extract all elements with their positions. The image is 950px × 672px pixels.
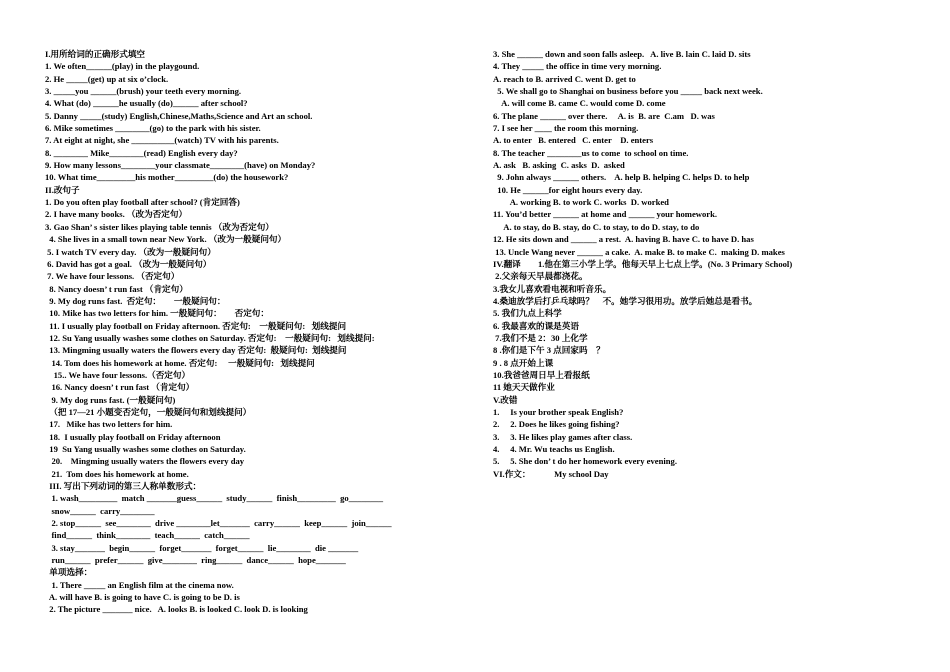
text-line: 7.我们不是 2：30 上化学: [493, 332, 588, 343]
text-line: 14. Tom does his homework at home. 否定句: 一般疑问句: 划线提问: [45, 357, 315, 368]
text-line: A. to enter B. entered C. enter D. enters: [493, 135, 654, 146]
text-line: 10. Mike has two letters for him. 一般疑问句： 否定句：: [45, 308, 269, 319]
text-line: 6. The plane ______ over there. A. is B. are C.am D. was: [493, 110, 715, 121]
text-line: 9. How many lessons________your classmate________(have) on Monday?: [45, 160, 316, 171]
text-line: 1. There _____ an English film at the cinema now.: [45, 579, 234, 590]
text-line: 3. _____you ______(brush) your teeth every morning.: [45, 86, 242, 97]
text-line: A. will have B. is going to have C. is going to be D. is: [45, 592, 240, 603]
text-line: 9. My dog runs fast. (一般疑问句): [45, 394, 176, 405]
text-line: 10.我爸爸周日早上看报纸: [493, 369, 590, 380]
text-line: 2. He _____(get) up at six o’clock.: [45, 73, 169, 84]
text-line: （把 17—21 小题变否定句，一般疑问句和划线提问）: [45, 406, 252, 417]
text-line: 5. Danny _____(study) English,Chinese,Maths,Science and Art an school.: [45, 110, 313, 121]
text-line: 单项选择：: [45, 567, 93, 578]
left-column: [45, 48, 475, 616]
text-line: run______ prefer______ give________ ring______ dance______ hope_______: [45, 555, 346, 566]
text-line: 5. 我们九点上科学: [493, 308, 562, 319]
text-line: A. ask B. asking C. asks D. asked: [493, 160, 625, 171]
text-line: 3. Gao Shan’ s sister likes playing table tennis （改为否定句）: [45, 221, 274, 232]
text-line: find______ think________ teach______ catch______: [45, 530, 250, 541]
text-line: 7. I see her ____ the room this morning.: [493, 123, 639, 134]
text-line: 2. 2. Does he likes going fishing?: [493, 419, 620, 430]
text-line: 8. The teacher ________us to come to school on time.: [493, 147, 689, 158]
text-line: 11 她天天做作业: [493, 382, 555, 393]
text-line: 4. They _____ the office in time very morning.: [493, 61, 662, 72]
text-line: 10. He ______for eight hours every day.: [493, 184, 643, 195]
text-line: A. to stay, do B. stay, do C. to stay, to do D. stay, to do: [493, 221, 700, 232]
text-line: 5. I watch TV every day. （改为一般疑问句）: [45, 246, 216, 257]
text-line: A. reach to B. arrived C. went D. get to: [493, 73, 636, 84]
text-line: 2. The picture _______ nice. A. looks B. is looked C. look D. is looking: [45, 604, 308, 615]
text-line: 15.. We have four lessons.（否定句）: [45, 369, 191, 380]
text-line: 8 .你们是下午 3 点回家吗 ？: [493, 345, 605, 356]
text-line: A. working B. to work C. works D. worked: [493, 197, 669, 208]
text-line: 4.桑迪放学后打乒乓球吗？ 不。她学习很用功。放学后她总是看书。: [493, 295, 758, 306]
text-line: 12. Su Yang usually washes some clothes on Saturday. 否定句: 一般疑问句: 划线提问:: [45, 332, 375, 343]
text-line: 5. 5. She don’ t do her homework every evening.: [493, 456, 677, 467]
text-line: 9 . 8 点开始上课: [493, 357, 554, 368]
text-line: 3. 3. He likes play games after class.: [493, 431, 633, 442]
text-line: 20. Mingming usually waters the flowers every day: [45, 456, 245, 467]
right-column: [493, 48, 933, 480]
text-line: 4. 4. Mr. Wu teachs us English.: [493, 444, 615, 454]
text-line: 6. 我最喜欢的课是英语: [493, 320, 579, 331]
text-line: II.改句子: [45, 184, 80, 195]
text-line: 2. I have many books. （改为否定句）: [45, 209, 188, 220]
text-line: V.改错: [493, 394, 518, 405]
text-line: 4. She lives in a small town near New York. （改为一般疑问句）: [45, 234, 287, 245]
text-line: 5. We shall go to Shanghai on business before you _____ back next week.: [493, 86, 763, 97]
text-line: 11. You’d better ______ at home and ______ your homework.: [493, 209, 717, 220]
text-line: 18. I usually play football on Friday afternoon: [45, 431, 221, 442]
text-line: 13. Uncle Wang never ______ a cake. A. make B. to make C. making D. makes: [493, 246, 785, 257]
text-line: 6. David has got a goal. （改为一般疑问句）: [45, 258, 212, 269]
text-line: 13. Mingming usually waters the flowers every day 否定句: 般疑问句: 划线提问: [45, 345, 347, 356]
text-line: IV.翻译 1.他在第三小学上学。他每天早上七点上学。(No. 3 Primary School): [493, 258, 793, 269]
text-line: 8. ________ Mike________(read) English every day?: [45, 147, 238, 158]
text-line: 12. He sits down and ______ a rest. A. having B. have C. to have D. has: [493, 234, 754, 245]
text-line: A. will come B. came C. would come D. come: [493, 98, 666, 109]
text-line: 9. My dog runs fast. 否定句： 一般疑问句：: [45, 295, 226, 306]
text-line: 7. At eight at night, she __________(watch) TV with his parents.: [45, 135, 279, 146]
text-line: 1. Do you often play football after school? (肯定回答): [45, 197, 240, 208]
text-line: 19 Su Yang usually washes some clothes on Saturday.: [45, 444, 246, 454]
text-line: 2.父亲每天早晨都浇花。: [493, 271, 588, 282]
text-line: 3. stay_______ begin______ forget_______ forget______ lie________ die _______: [45, 542, 359, 553]
text-line: 1. wash_________ match _______guess______ study______ finish_________ go________: [45, 493, 384, 504]
text-line: VI.作文： My school Day: [493, 468, 609, 479]
text-line: 6. Mike sometimes ________(go) to the park with his sister.: [45, 123, 261, 134]
text-line: snow______ carry________: [45, 505, 155, 516]
text-line: I.用所给词的正确形式填空: [45, 49, 146, 59]
text-line: 2. stop______ see________ drive ________let_______ carry______ keep______ join______: [45, 518, 392, 529]
text-line: 11. I usually play football on Friday afternoon. 否定句: 一般疑问句: 划线提问: [45, 320, 347, 331]
text-line: 9. John always ______ others. A. help B. helping C. helps D. to help: [493, 172, 750, 183]
text-line: 1. We often______(play) in the playgound.: [45, 61, 200, 72]
text-line: 16. Nancy doesn’ t run fast （肯定句）: [45, 382, 195, 393]
text-line: 4. What (do) ______he usually (do)______ after school?: [45, 98, 248, 109]
text-line: 1. Is your brother speak English?: [493, 406, 624, 417]
text-line: 17. Mike has two letters for him.: [45, 419, 173, 430]
text-line: 7. We have four lessons. （否定句）: [45, 271, 180, 282]
text-line: 3.我女儿喜欢看电视和听音乐。: [493, 283, 612, 294]
text-line: III. 写出下列动词的第三人称单数形式：: [45, 481, 202, 492]
text-line: 3. She ______ down and soon falls asleep. A. live B. lain C. laid D. sits: [493, 49, 751, 59]
text-line: 10. What time_________his mother_________(do) the housework?: [45, 172, 289, 183]
text-line: 21. Tom does his homework at home.: [45, 468, 189, 479]
text-line: 8. Nancy doesn’ t run fast （肯定句）: [45, 283, 188, 294]
